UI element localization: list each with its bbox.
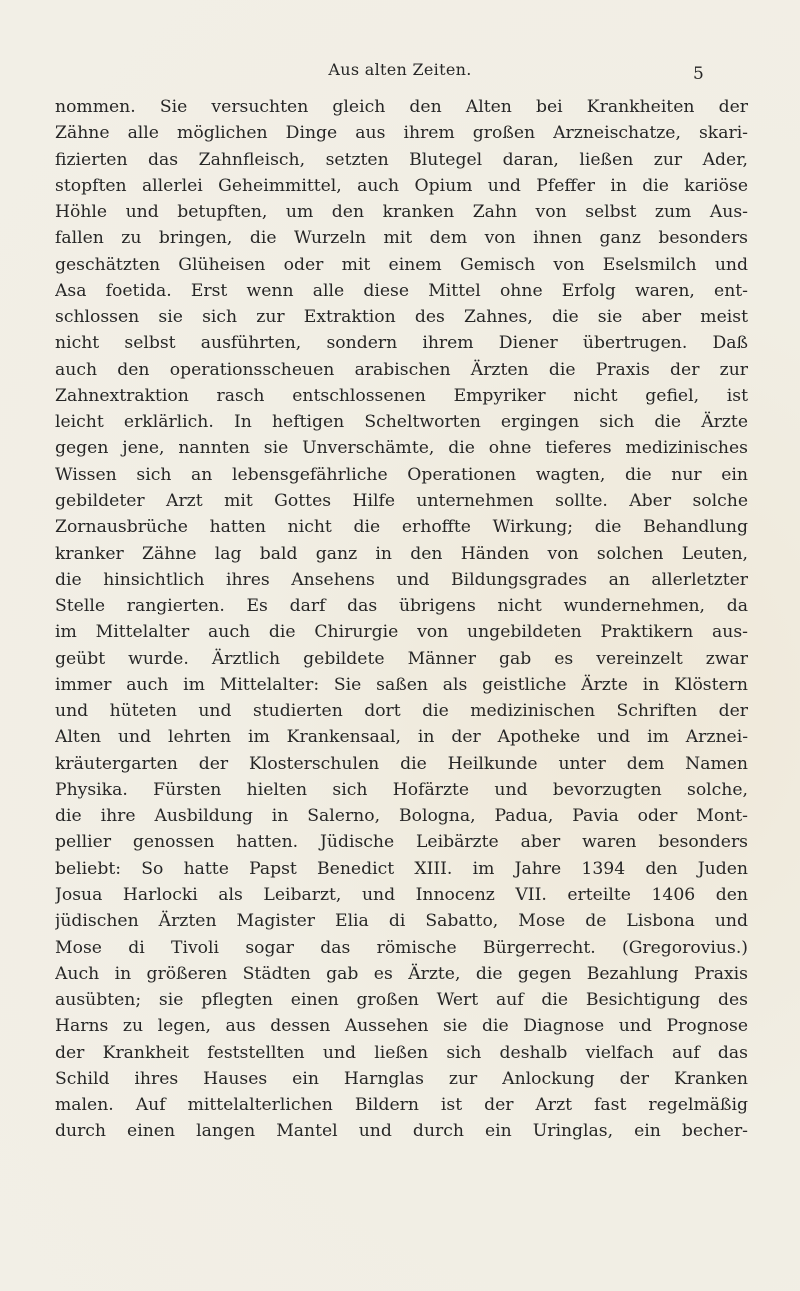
text-line: auch den operationsscheuen arabischen Ärzten die Praxis der zur <box>55 359 748 380</box>
text-line: die ihre Ausbildung in Salerno, Bologna, Padua, Pavia oder Mont- <box>55 806 748 827</box>
text-line: im Mittelalter auch die Chirurgie von ungebildeten Praktikern aus- <box>55 622 748 643</box>
text-line: fallen zu bringen, die Wurzeln mit dem von ihnen ganz besonders <box>55 228 748 249</box>
text-line: gebildeter Arzt mit Gottes Hilfe unternehmen sollte. Aber solche <box>55 490 748 511</box>
text-line: fizierten das Zahnfleisch, setzten Blutegel daran, ließen zur Ader, <box>55 149 748 170</box>
text-line: Josua Harlocki als Leibarzt, und Innocenz VII. erteilte 1406 den <box>55 884 748 905</box>
text-line: kräutergarten der Klosterschulen die Heilkunde unter dem Namen <box>55 753 748 774</box>
text-line: gegen jene, nannten sie Unverschämte, die ohne tieferes medizinisches <box>55 438 748 459</box>
page-number: 5 <box>693 64 704 84</box>
text-line: Wissen sich an lebensgefährliche Operationen wagten, die nur ein <box>55 464 748 485</box>
text-line: durch einen langen Mantel und durch ein Uringlas, ein becher- <box>55 1121 748 1142</box>
text-line: schlossen sie sich zur Extraktion des Zahnes, die sie aber meist <box>55 307 748 328</box>
text-line: immer auch im Mittelalter: Sie saßen als geistliche Ärzte in Klöstern <box>55 674 748 695</box>
text-line: nommen. Sie versuchten gleich den Alten bei Krankheiten der <box>55 97 748 117</box>
text-line: jüdischen Ärzten Magister Elia di Sabatto, Mose de Lisbona und <box>55 911 748 932</box>
text-line: kranker Zähne lag bald ganz in den Händen von solchen Leuten, <box>55 543 748 564</box>
text-line: leicht erklärlich. In heftigen Scheltworten ergingen sich die Ärzte <box>55 412 748 433</box>
text-line: geübt wurde. Ärztlich gebildete Männer gab es vereinzelt zwar <box>55 648 748 669</box>
text-line: und hüteten und studierten dort die medizinischen Schriften der <box>55 701 748 722</box>
text-line: Mose di Tivoli sogar das römische Bürgerrecht. (Gregorovius.) <box>55 937 748 958</box>
text-line: Harns zu legen, aus dessen Aussehen sie die Diagnose und Prognose <box>55 1016 748 1037</box>
text-line: stopften allerlei Geheimmittel, auch Opium und Pfeffer in die kariöse <box>55 175 748 196</box>
text-line: nicht selbst ausführten, sondern ihrem Diener übertrugen. Daß <box>55 333 748 354</box>
text-line: Zähne alle möglichen Dinge aus ihrem großen Arzneischatze, skari- <box>55 123 748 144</box>
text-line: Zornausbrüche hatten nicht die erhoffte Wirkung; die Behandlung <box>55 517 748 538</box>
text-line: Asa foetida. Erst wenn alle diese Mittel ohne Erfolg waren, ent- <box>55 280 748 301</box>
text-line: Höhle und betupften, um den kranken Zahn von selbst zum Aus- <box>55 202 748 223</box>
running-title: Aus alten Zeiten. <box>328 60 472 79</box>
running-head <box>0 58 800 84</box>
text-line: Stelle rangierten. Es darf das übrigens nicht wundernehmen, da <box>55 596 748 617</box>
text-line: geschätzten Glüheisen oder mit einem Gemisch von Eselsmilch und <box>55 254 748 275</box>
text-line: Auch in größeren Städten gab es Ärzte, die gegen Bezahlung Praxis <box>55 963 748 984</box>
text-line: Alten und lehrten im Krankensaal, in der Apotheke und im Arznei- <box>55 727 748 748</box>
text-line: malen. Auf mittelalterlichen Bildern ist der Arzt fast regelmäßig <box>55 1095 748 1116</box>
text-line: der Krankheit feststellten und ließen sich deshalb vielfach auf das <box>55 1042 748 1063</box>
text-line: die hinsichtlich ihres Ansehens und Bildungsgrades an allerletzter <box>55 569 748 590</box>
text-line: pellier genossen hatten. Jüdische Leibärzte aber waren besonders <box>55 832 748 853</box>
text-line: Zahnextraktion rasch entschlossenen Empyriker nicht gefiel, ist <box>55 385 748 406</box>
body-text <box>55 94 748 1145</box>
text-line: ausübten; sie pflegten einen großen Wert auf die Besichtigung des <box>55 990 748 1011</box>
text-line: Schild ihres Hauses ein Harnglas zur Anlockung der Kranken <box>55 1068 748 1089</box>
text-line: beliebt: So hatte Papst Benedict XIII. im Jahre 1394 den Juden <box>55 858 748 879</box>
text-line: Physika. Fürsten hielten sich Hofärzte und bevorzugten solche, <box>55 779 748 800</box>
